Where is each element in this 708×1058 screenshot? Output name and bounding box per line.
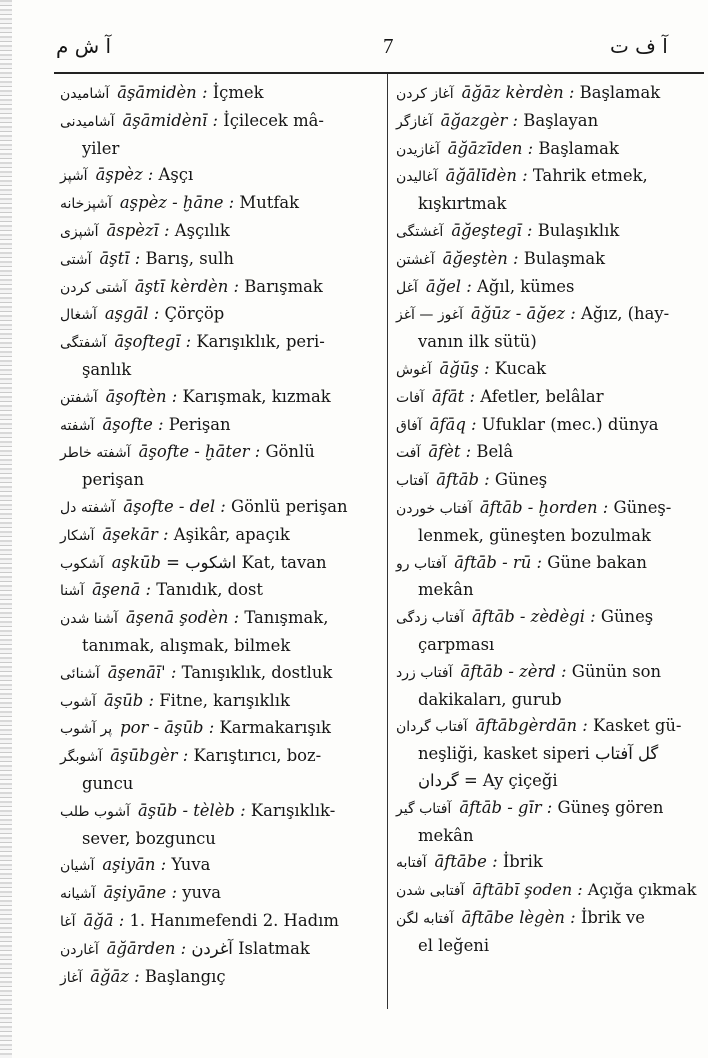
persian-headword: آشفتگی	[60, 335, 107, 352]
turkish-definition: tanımak, alışmak, bilmek	[82, 635, 291, 655]
entry-headline	[396, 905, 698, 933]
entry-headline	[60, 605, 376, 633]
persian-headword: آغازیدن	[396, 141, 440, 158]
transliteration: āşenā şodèn :	[125, 608, 240, 628]
entry-continuation	[396, 577, 698, 604]
persian-headword: آفتاب زرد	[396, 664, 453, 681]
turkish-definition: Gönlü	[265, 442, 315, 462]
turkish-definition: Tahrik etmek,	[532, 166, 648, 186]
transliteration: āştī :	[99, 248, 141, 268]
dictionary-entry	[60, 439, 376, 494]
dictionary-entry	[396, 467, 698, 495]
turkish-definition: 1. Hanımefendi 2. Hadım	[129, 910, 339, 930]
turkish-definition: Kucak	[494, 358, 547, 378]
header-rule	[54, 72, 704, 74]
transliteration: por - āşūb :	[120, 718, 215, 738]
transliteration: āğāz :	[90, 966, 140, 986]
dictionary-entry	[396, 659, 698, 714]
dictionary-entry	[396, 136, 698, 164]
transliteration: āftāb - ḫorden :	[479, 497, 609, 517]
turkish-definition: İçmek	[212, 83, 264, 102]
entry-headline	[396, 604, 698, 632]
transliteration: āftābe :	[434, 852, 498, 872]
transliteration: āğāz kèrdèn :	[461, 83, 575, 102]
persian-headword: آشفته دل	[60, 499, 116, 516]
turkish-definition: Bulaşmak	[523, 248, 606, 268]
turkish-definition: Mutfak	[239, 193, 300, 213]
entry-continuation	[396, 523, 698, 550]
turkish-definition: guncu	[82, 773, 134, 793]
dictionary-entry	[396, 604, 698, 659]
turkish-definition: Gönlü perişan	[231, 496, 348, 516]
turkish-definition: şanlık	[82, 359, 132, 379]
turkish-definition: Başlayan	[523, 110, 599, 130]
turkish-definition: vanın ilk sütü)	[418, 332, 537, 352]
dictionary-entry	[60, 301, 376, 329]
persian-headword: آشتی کردن	[60, 279, 127, 296]
dictionary-entry	[60, 688, 376, 716]
dictionary-entry	[60, 908, 376, 936]
transliteration: āşāmidèn :	[117, 83, 208, 102]
persian-headword: آشغال	[60, 307, 97, 324]
transliteration: āğā :	[83, 910, 125, 930]
turkish-definition: Afetler, belâlar	[480, 386, 604, 406]
persian-headword: آشوب	[60, 693, 97, 710]
turkish-definition: lenmek, güneşten bozulmak	[418, 525, 651, 545]
persian-headword: آشکار	[60, 527, 95, 544]
persian-headword: آغاردن	[60, 941, 99, 958]
turkish-definition: neşliği, kasket siperi گل آفتاب	[418, 744, 659, 764]
entry-continuation	[396, 823, 698, 850]
entry-headline	[60, 936, 376, 964]
turkish-definition: mekân	[418, 580, 474, 600]
entry-headline	[60, 522, 376, 550]
turkish-definition: Güneş gören	[557, 797, 664, 817]
persian-headword: آفت	[396, 445, 421, 462]
dictionary-entry	[60, 743, 376, 798]
entry-headline	[396, 550, 698, 578]
turkish-definition: dakikaları, gurub	[418, 689, 562, 709]
turkish-definition: Barış, sulh	[145, 248, 234, 268]
transliteration: āşāmidènī :	[122, 110, 218, 130]
turkish-definition: İçilecek mâ-	[223, 110, 324, 130]
turkish-definition: Başlamak	[579, 83, 661, 102]
transliteration: āşofte :	[102, 414, 164, 434]
persian-headword: آشفته	[60, 417, 95, 434]
turkish-definition: آغردن Islatmak	[191, 938, 310, 958]
dictionary-entry	[60, 852, 376, 880]
entry-headline	[60, 162, 376, 190]
entry-headline	[396, 849, 698, 877]
entry-continuation	[60, 826, 376, 853]
persian-headword: آفتاب گردان	[396, 719, 468, 736]
turkish-definition: Tanışmak,	[244, 608, 329, 628]
persian-headword: آغاز	[60, 969, 83, 986]
dictionary-entry	[60, 80, 376, 108]
entry-headline	[396, 412, 698, 440]
turkish-definition: Fitne, karışıklık	[159, 690, 290, 710]
turkish-definition: Aşikâr, apaçık	[173, 524, 290, 544]
turkish-definition: Tanıdık, dost	[156, 580, 263, 600]
dictionary-entry	[396, 384, 698, 412]
entry-headline	[60, 964, 376, 992]
entry-headline	[60, 688, 376, 716]
dictionary-entry	[396, 795, 698, 850]
dictionary-entry	[396, 550, 698, 605]
persian-headword: آغشتگی	[396, 223, 444, 240]
entry-headline	[396, 356, 698, 384]
persian-headword: آغوز — آغز	[396, 307, 464, 324]
persian-headword: آفاق	[396, 417, 422, 434]
persian-headword: آشپزخانه	[60, 196, 112, 213]
dictionary-entry	[396, 439, 698, 467]
persian-headword: آشفتن	[60, 389, 98, 406]
transliteration: āşpèz :	[95, 165, 154, 185]
entry-headline	[60, 80, 376, 108]
turkish-definition: Aşçılık	[174, 220, 230, 240]
dictionary-entry	[396, 905, 698, 960]
turkish-definition: Bulaşıklık	[537, 220, 620, 240]
turkish-definition: Yuva	[171, 855, 211, 875]
turkish-definition: Karışıklık-	[250, 800, 336, 820]
transliteration: āğel :	[425, 276, 472, 296]
transliteration: āşofte - ḫāter :	[138, 442, 261, 462]
turkish-definition: Başlamak	[538, 138, 619, 158]
dictionary-entry	[396, 218, 698, 246]
dictionary-entry	[396, 412, 698, 440]
entry-continuation	[396, 768, 698, 795]
turkish-definition: Güne bakan	[547, 552, 647, 572]
transliteration: aşgāl :	[104, 304, 160, 324]
transliteration: āftāb :	[436, 470, 490, 490]
turkish-definition: yuva	[182, 883, 222, 903]
turkish-definition: Aşçı	[158, 165, 194, 185]
entry-headline	[60, 550, 376, 578]
persian-headword: آشامیدنی	[60, 113, 115, 130]
transliteration: āşenā :	[92, 580, 152, 600]
entry-headline	[60, 908, 376, 936]
turkish-definition: kışkırtmak	[418, 194, 507, 214]
dictionary-entry	[60, 550, 376, 578]
transliteration: āşoftegī :	[114, 332, 192, 352]
persian-headword: آفتابه لگن	[396, 910, 454, 927]
dictionary-entry	[60, 936, 376, 964]
persian-headword: آغا	[60, 913, 76, 930]
turkish-definition: Açığa çıkmak	[587, 880, 697, 900]
persian-headword: آغشتن	[396, 251, 435, 268]
persian-headword: آشیانه	[60, 886, 96, 903]
turkish-definition: yiler	[82, 138, 120, 158]
turkish-definition: Ağız, (hay-	[581, 304, 670, 324]
transliteration: āşūbgèr :	[110, 746, 189, 766]
persian-headword: آفتاب خوردن	[396, 500, 472, 517]
entry-headline	[396, 301, 698, 329]
transliteration: āftābī şoden :	[472, 880, 583, 900]
entry-headline	[396, 384, 698, 412]
entry-headline	[396, 659, 698, 687]
turkish-definition: İbrik ve	[580, 907, 645, 927]
turkish-definition: = اشکوب Kat, tavan	[166, 552, 327, 572]
dictionary-entry	[60, 522, 376, 550]
persian-headword: آشفته خاطر	[60, 445, 131, 462]
entry-headline	[396, 467, 698, 495]
entry-headline	[60, 439, 376, 467]
turkish-definition: Karmakarışık	[219, 718, 331, 738]
turkish-definition: Tanışıklık, dostluk	[181, 662, 333, 682]
persian-headword: آشنائی	[60, 665, 100, 682]
right-column	[396, 80, 698, 960]
transliteration: āğārden :	[106, 938, 187, 958]
dictionary-entry	[396, 80, 698, 108]
transliteration: āğeştegī :	[451, 220, 533, 240]
dictionary-entry	[396, 877, 698, 905]
entry-headline	[60, 852, 376, 880]
transliteration: āftābgèrdān :	[475, 716, 588, 736]
turkish-definition: Perişan	[168, 414, 231, 434]
persian-headword: آشپز	[60, 168, 88, 185]
entry-headline	[396, 439, 698, 467]
entry-continuation	[396, 329, 698, 356]
turkish-definition: Ufuklar (mec.) dünya	[481, 414, 659, 434]
entry-headline	[396, 246, 698, 274]
entry-headline	[60, 577, 376, 605]
entry-headline	[396, 80, 698, 108]
transliteration: āşūb - tèlèb :	[138, 800, 246, 820]
dictionary-entry	[396, 356, 698, 384]
persian-headword: آشتی	[60, 251, 92, 268]
page-number: 7	[383, 34, 394, 58]
entry-continuation	[396, 741, 698, 768]
persian-headword: آشنا شدن	[60, 611, 118, 628]
transliteration: āftāb - zèrd :	[460, 661, 567, 681]
entry-continuation	[396, 632, 698, 659]
entry-headline	[396, 163, 698, 191]
dictionary-entry	[396, 301, 698, 356]
turkish-definition: Çörçöp	[164, 304, 225, 324]
column-divider	[387, 74, 388, 1009]
dictionary-entry	[60, 880, 376, 908]
turkish-definition: el leğeni	[418, 935, 490, 955]
transliteration: āğazgèr :	[440, 110, 519, 130]
entry-headline	[396, 495, 698, 523]
dictionary-entry	[60, 660, 376, 688]
persian-headword: آفتاب رو	[396, 555, 447, 572]
transliteration: āğūz - āğez :	[471, 304, 576, 324]
persian-headword: آشنا	[60, 583, 85, 600]
turkish-definition: Güneş	[600, 607, 654, 627]
dictionary-entry	[60, 494, 376, 522]
persian-headword: آفتابه	[396, 855, 427, 872]
entry-headline	[60, 743, 376, 771]
turkish-definition: Güneş	[494, 470, 548, 490]
turkish-definition: گردان = Ay çiçeği	[418, 770, 558, 790]
turkish-definition: çarpması	[418, 634, 495, 654]
header-left-guide-letters: آ ش م	[56, 34, 112, 58]
persian-headword: آغالیدن	[396, 169, 438, 186]
entry-headline	[60, 715, 376, 743]
transliteration: aşiyān :	[102, 855, 167, 875]
entry-headline	[60, 274, 376, 302]
transliteration: āftāb - zèdègi :	[472, 607, 596, 627]
entry-headline	[60, 412, 376, 440]
dictionary-entry	[60, 246, 376, 274]
turkish-definition: Karışıklık, peri-	[196, 332, 325, 352]
page-edge-shadow	[0, 0, 12, 1058]
dictionary-entry	[396, 246, 698, 274]
entry-headline	[396, 274, 698, 302]
dictionary-entry	[60, 274, 376, 302]
transliteration: āftāb - gīr :	[459, 797, 553, 817]
turkish-definition: Güneş-	[613, 497, 672, 517]
turkish-definition: Belâ	[476, 442, 514, 462]
persian-headword: آشوبگر	[60, 749, 103, 766]
transliteration: āfāt :	[432, 386, 475, 406]
persian-headword: آفات	[396, 389, 425, 406]
entry-headline	[60, 190, 376, 218]
entry-headline	[60, 660, 376, 688]
entry-headline	[396, 713, 698, 741]
turkish-definition: İbrik	[502, 852, 543, 872]
entry-headline	[396, 218, 698, 246]
persian-headword: آغل	[396, 279, 418, 296]
dictionary-entry	[60, 577, 376, 605]
turkish-definition: Kasket gü-	[593, 716, 682, 736]
transliteration: āşūb :	[104, 690, 155, 710]
entry-headline	[396, 136, 698, 164]
persian-headword: آغوش	[396, 361, 432, 378]
turkish-definition: Ağıl, kümes	[477, 276, 575, 296]
turkish-definition: Karıştırıcı, boz-	[193, 746, 322, 766]
dictionary-entry	[396, 849, 698, 877]
header-right-guide-letters: آ ف ت	[610, 34, 668, 58]
dictionary-entry	[60, 218, 376, 246]
transliteration: āğūş :	[439, 358, 490, 378]
transliteration: āşenāī' :	[107, 662, 177, 682]
transliteration: āğeştèn :	[442, 248, 519, 268]
entry-headline	[60, 329, 376, 357]
transliteration: āğālīdèn :	[445, 166, 528, 186]
dictionary-entry	[60, 162, 376, 190]
transliteration: āğāzīden :	[447, 138, 534, 158]
entry-continuation	[396, 191, 698, 218]
dictionary-entry	[396, 108, 698, 136]
entry-continuation	[60, 467, 376, 494]
persian-headword: آشامیدن	[60, 86, 110, 102]
turkish-definition: mekân	[418, 825, 474, 845]
dictionary-entry	[60, 412, 376, 440]
entry-headline	[60, 218, 376, 246]
transliteration: āşiyāne :	[103, 883, 177, 903]
persian-headword: آشیان	[60, 858, 95, 875]
transliteration: āftābe lègèn :	[461, 907, 576, 927]
dictionary-entry	[396, 274, 698, 302]
transliteration: āftāb - rū :	[454, 552, 543, 572]
transliteration: āşofte - del :	[123, 496, 226, 516]
entry-headline	[60, 301, 376, 329]
entry-headline	[60, 246, 376, 274]
dictionary-entry	[396, 495, 698, 550]
dictionary-entry	[60, 605, 376, 660]
entry-continuation	[396, 933, 698, 960]
transliteration: aşpèz - ḫāne :	[119, 193, 235, 213]
transliteration: āşoftèn :	[105, 386, 178, 406]
dictionary-entry	[60, 715, 376, 743]
entry-headline	[60, 384, 376, 412]
entry-headline	[396, 877, 698, 905]
dictionary-entry	[60, 964, 376, 992]
transliteration: āşekār :	[102, 524, 169, 544]
dictionary-entry	[60, 384, 376, 412]
transliteration: āfèt :	[428, 442, 472, 462]
entry-continuation	[60, 771, 376, 798]
dictionary-entry	[60, 108, 376, 163]
turkish-definition: Barışmak	[244, 276, 323, 296]
left-column	[60, 80, 376, 991]
dictionary-entry	[396, 163, 698, 218]
dictionary-entry	[60, 798, 376, 853]
transliteration: āştī kèrdèn :	[134, 276, 240, 296]
persian-headword: پر آشوب	[60, 721, 113, 738]
entry-continuation	[60, 357, 376, 384]
persian-headword: آفتاب زدگی	[396, 610, 465, 627]
entry-headline	[60, 108, 376, 136]
persian-headword: آشکوب	[60, 555, 104, 572]
persian-headword: آفتابی شدن	[396, 883, 465, 900]
dictionary-entry	[396, 713, 698, 794]
transliteration: āfāq :	[429, 414, 477, 434]
turkish-definition: Günün son	[571, 661, 662, 681]
persian-headword: آشپزی	[60, 223, 99, 240]
turkish-definition: perişan	[82, 470, 145, 490]
entry-headline	[396, 795, 698, 823]
entry-headline	[60, 494, 376, 522]
entry-continuation	[396, 687, 698, 714]
turkish-definition: sever, bozguncu	[82, 828, 216, 848]
persian-headword: آفتاب گیر	[396, 800, 452, 817]
persian-headword: آشوب طلب	[60, 803, 131, 820]
transliteration: āspèzī :	[106, 220, 170, 240]
entry-continuation	[60, 633, 376, 660]
entry-headline	[396, 108, 698, 136]
dictionary-entry	[60, 190, 376, 218]
dictionary-entry	[60, 329, 376, 384]
persian-headword: آغازگر	[396, 113, 433, 130]
transliteration: aşkūb	[111, 552, 161, 572]
entry-headline	[60, 798, 376, 826]
persian-headword: آفتاب	[396, 473, 429, 490]
turkish-definition: Karışmak, kızmak	[182, 386, 331, 406]
turkish-definition: Başlangıç	[144, 966, 226, 986]
persian-headword: آغاز کردن	[396, 86, 454, 102]
entry-headline	[60, 880, 376, 908]
entry-continuation	[60, 136, 376, 163]
